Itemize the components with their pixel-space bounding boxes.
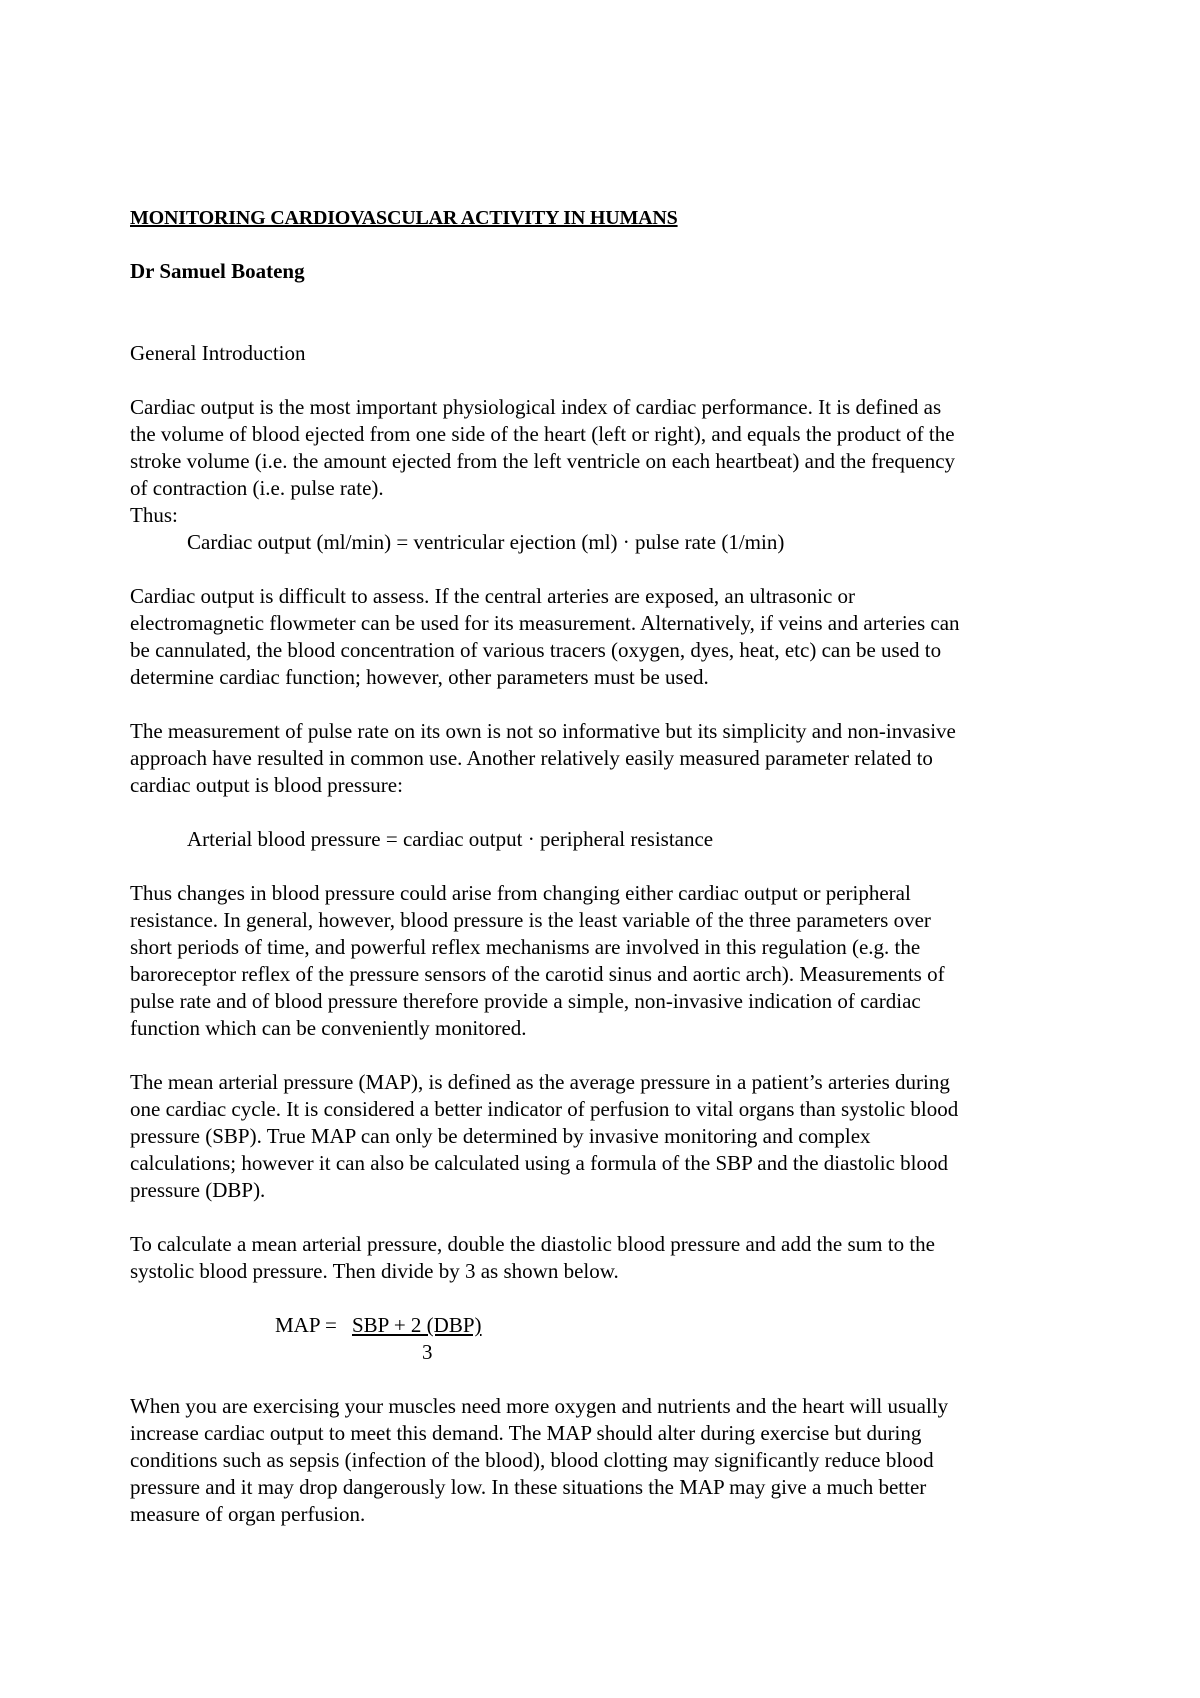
text-line: of contraction (i.e. pulse rate). (130, 476, 384, 500)
cardiac-output-equation: Cardiac output (ml/min) = ventricular ejection (ml) · pulse rate (1/min) (187, 530, 785, 554)
text-line: Thus changes in blood pressure could arise from changing either cardiac output or peripheral (130, 881, 911, 905)
document-author: Dr Samuel Boateng (130, 259, 305, 283)
text-line: electromagnetic flowmeter can be used for its measurement. Alternatively, if veins and arteries can (130, 611, 960, 635)
text-line: Thus: (130, 503, 178, 527)
paragraph-mean-arterial-pressure (130, 1069, 1090, 1204)
text-line: calculations; however it can also be calculated using a formula of the SBP and the diastolic blood (130, 1151, 948, 1175)
text-line: determine cardiac function; however, other parameters must be used. (130, 665, 709, 689)
text-line: measure of organ perfusion. (130, 1502, 366, 1526)
text-line: pressure (SBP). True MAP can only be determined by invasive monitoring and complex (130, 1124, 871, 1148)
text-line: systolic blood pressure. Then divide by 3 as shown below. (130, 1259, 619, 1283)
text-line: To calculate a mean arterial pressure, double the diastolic blood pressure and add the sum to the (130, 1232, 936, 1256)
text-line: short periods of time, and powerful reflex mechanisms are involved in this regulation (e.g. the (130, 935, 921, 959)
text-line: When you are exercising your muscles need more oxygen and nutrients and the heart will usually (130, 1394, 949, 1418)
document-page (130, 205, 1090, 1555)
text-line: the volume of blood ejected from one side of the heart (left or right), and equals the product of the (130, 422, 955, 446)
text-line: one cardiac cycle. It is considered a better indicator of perfusion to vital organs than systolic blood (130, 1097, 959, 1121)
text-line: cardiac output is blood pressure: (130, 773, 403, 797)
paragraph-pulse-rate (130, 718, 1090, 799)
paragraph-exercise (130, 1393, 1090, 1528)
blood-pressure-equation: Arterial blood pressure = cardiac output · peripheral resistance (187, 827, 714, 851)
text-line: pulse rate and of blood pressure therefore provide a simple, non-invasive indication of cardiac (130, 989, 921, 1013)
text-line: baroreceptor reflex of the pressure sensors of the carotid sinus and aortic arch). Measurements of (130, 962, 945, 986)
paragraph-cardiac-output-definition (130, 394, 1090, 556)
text-line: The measurement of pulse rate on its own is not so informative but its simplicity and non-invasive (130, 719, 956, 743)
text-line: stroke volume (i.e. the amount ejected from the left ventricle on each heartbeat) and the frequency (130, 449, 956, 473)
text-line: approach have resulted in common use. Another relatively easily measured parameter related to (130, 746, 933, 770)
map-formula-denominator: 3 (422, 1340, 433, 1364)
section-heading: General Introduction (130, 341, 306, 365)
text-line: increase cardiac output to meet this demand. The MAP should alter during exercise but during (130, 1421, 922, 1445)
document-title: MONITORING CARDIOVASCULAR ACTIVITY IN HUMANS (130, 207, 678, 229)
paragraph-cardiac-output-assessment (130, 583, 1090, 691)
paragraph-map-calculation (130, 1231, 1090, 1285)
paragraph-blood-pressure-changes (130, 880, 1090, 1042)
text-line: pressure and it may drop dangerously low. In these situations the MAP may give a much better (130, 1475, 927, 1499)
map-formula-numerator: SBP + 2 (DBP) (352, 1313, 482, 1337)
text-line: The mean arterial pressure (MAP), is defined as the average pressure in a patient’s arteries during (130, 1070, 950, 1094)
map-formula-lhs: MAP = (275, 1313, 337, 1337)
text-line: conditions such as sepsis (infection of the blood), blood clotting may significantly reduce blood (130, 1448, 934, 1472)
map-formula (130, 1312, 1090, 1366)
text-line: Cardiac output is the most important physiological index of cardiac performance. It is defined as (130, 395, 942, 419)
text-line: resistance. In general, however, blood pressure is the least variable of the three parameters over (130, 908, 931, 932)
text-line: Cardiac output is difficult to assess. If the central arteries are exposed, an ultrasonic or (130, 584, 856, 608)
text-line: pressure (DBP). (130, 1178, 266, 1202)
text-line: function which can be conveniently monitored. (130, 1016, 527, 1040)
text-line: be cannulated, the blood concentration of various tracers (oxygen, dyes, heat, etc) can be used to (130, 638, 942, 662)
